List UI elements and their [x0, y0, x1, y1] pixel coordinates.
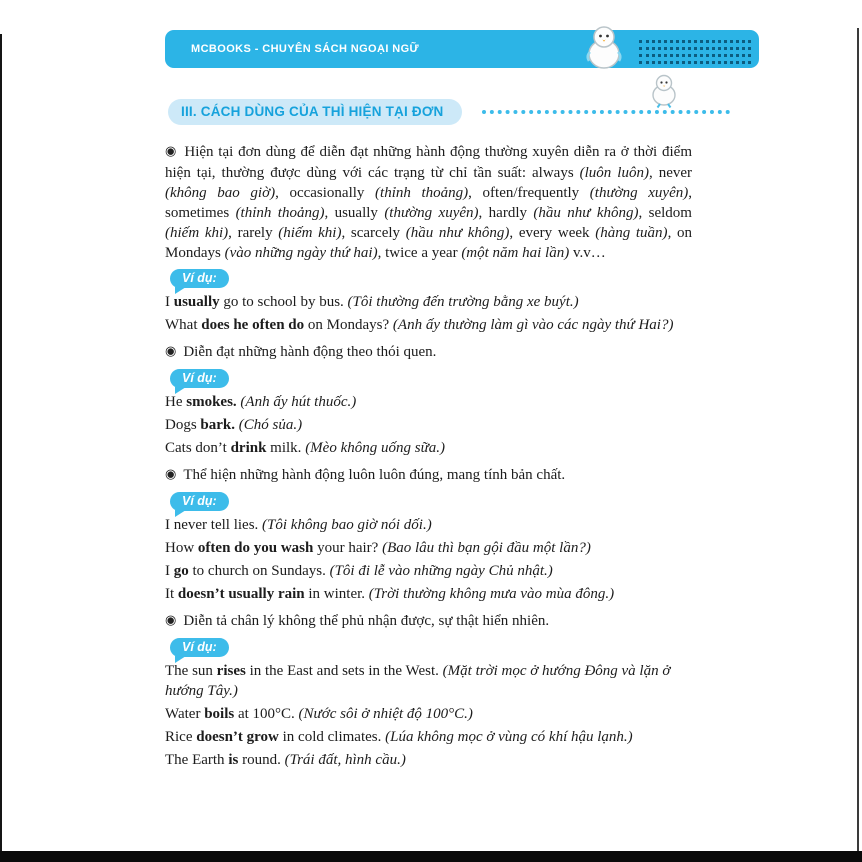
scan-edge-bottom	[0, 851, 862, 862]
plain-text: in the East and sets in the West.	[245, 663, 443, 679]
translation-text: (Trời thường không mưa vào mùa đông.)	[368, 586, 615, 602]
plain-text: , seldom	[638, 205, 692, 221]
example-label-row	[165, 369, 692, 388]
bullet-icon: ◉	[165, 144, 178, 159]
translation-text: (Tôi đi lễ vào những ngày Chủ nhật.)	[329, 563, 553, 579]
example-sentence	[165, 315, 692, 335]
example-sentence	[165, 661, 692, 701]
plain-text: , usually	[324, 205, 385, 221]
plain-text: , on Mondays	[165, 225, 692, 261]
example-label-bubble: Ví dụ:	[170, 492, 229, 511]
plain-text: The Earth	[165, 752, 229, 768]
example-label-bubble: Ví dụ:	[170, 269, 229, 288]
translation-text: (thường xuyên)	[384, 205, 479, 221]
plain-text: , occasionally	[275, 185, 376, 201]
emphasis-text: does he often do	[201, 317, 305, 333]
plain-text: It	[165, 586, 178, 602]
plain-text: , scarcely	[341, 225, 406, 241]
scan-edge-right	[857, 28, 859, 862]
plain-text: Cats don’t	[165, 440, 231, 456]
diamond-dots-decoration	[482, 110, 730, 114]
translation-text: (hàng tuần)	[595, 225, 668, 241]
bullet-icon: ◉	[165, 344, 177, 359]
emphasis-text: go	[173, 563, 189, 579]
bullet-icon: ◉	[165, 613, 177, 628]
plain-text: at 100°C.	[234, 706, 299, 722]
example-label-bubble: Ví dụ:	[170, 638, 229, 657]
plain-text: , every week	[509, 225, 596, 241]
example-sentence	[165, 750, 692, 770]
example-sentence	[165, 415, 692, 435]
plain-text: Dogs	[165, 417, 201, 433]
plain-text: I	[165, 294, 174, 310]
section-heading	[168, 99, 788, 125]
plain-text: on Mondays?	[304, 317, 393, 333]
emphasis-text: is	[228, 752, 239, 768]
translation-text: (Lúa không mọc ở vùng có khí hậu lạnh.)	[385, 729, 633, 745]
bullet-icon: ◉	[165, 467, 177, 482]
bullet-paragraph	[165, 465, 692, 486]
plain-text: He	[165, 394, 187, 410]
emphasis-text: doesn’t usually rain	[177, 586, 305, 602]
translation-text: (một năm hai lần)	[461, 245, 570, 261]
emphasis-text: drink	[230, 440, 267, 456]
example-sentence	[165, 438, 692, 458]
translation-text: (hiếm khi)	[278, 225, 342, 241]
plain-text: , twice a year	[377, 245, 462, 261]
translation-text: (Mặt trời mọc ở hướng Đông và lặn ở hướng Tây.)	[165, 663, 671, 699]
plain-text: Hiện tại đơn dùng để diễn đạt những hành động thường xuyên diễn ra ở thời điểm hiện tại, thường được dùng với các trạng từ chỉ tần suất: always	[165, 144, 692, 181]
bullet-paragraph	[165, 342, 692, 363]
example-sentence	[165, 727, 692, 747]
plain-text: The sun	[165, 663, 217, 679]
translation-text: (thỉnh thoảng)	[375, 185, 469, 201]
translation-text: (hầu như không)	[405, 225, 510, 241]
translation-text: (thỉnh thoảng)	[235, 205, 325, 221]
plain-text: I	[165, 563, 174, 579]
bullet-paragraph	[165, 611, 692, 632]
plain-text: in cold climates.	[278, 729, 386, 745]
content-blocks	[165, 142, 692, 773]
example-sentence	[165, 292, 692, 312]
translation-text: (hiếm khi)	[165, 225, 229, 241]
emphasis-text: often do you wash	[197, 540, 314, 556]
translation-text: (thường xuyên)	[589, 185, 689, 201]
plain-text: go to school by bus.	[219, 294, 348, 310]
example-label-bubble: Ví dụ:	[170, 369, 229, 388]
plain-text: v.v…	[569, 245, 606, 261]
small-bird-icon	[646, 73, 682, 109]
brand-header-bar	[165, 30, 759, 68]
emphasis-text: bark.	[200, 417, 236, 433]
example-label-row	[165, 638, 692, 657]
brand-title: MCBOOKS - CHUYÊN SÁCH NGOẠI NGỮ	[191, 43, 420, 55]
example-label-row	[165, 492, 692, 511]
translation-text: (Nước sôi ở nhiệt độ 100°C.)	[298, 706, 473, 722]
translation-text: (không bao giờ)	[165, 185, 276, 201]
plain-text: , rarely	[228, 225, 279, 241]
plain-text: to church on Sundays.	[188, 563, 330, 579]
plain-text: , hardly	[478, 205, 534, 221]
translation-text: (Chó sủa.)	[238, 417, 303, 433]
translation-text: (Tôi không bao giờ nói dối.)	[262, 517, 432, 533]
plain-text: , sometimes	[165, 185, 692, 221]
example-sentence	[165, 392, 692, 412]
scan-edge-left	[0, 34, 2, 862]
plain-text: I never tell lies.	[165, 517, 263, 533]
translation-text: (Trái đất, hình cầu.)	[284, 752, 406, 768]
plain-text: milk.	[266, 440, 306, 456]
dotted-lines-decoration	[639, 36, 751, 68]
plain-text: Rice	[165, 729, 197, 745]
section-title: III. CÁCH DÙNG CỦA THÌ HIỆN TẠI ĐƠN	[168, 99, 462, 125]
plain-text: What	[165, 317, 202, 333]
plain-text: Diễn đạt những hành động theo thói quen.	[183, 344, 437, 360]
example-sentence	[165, 584, 692, 604]
bullet-paragraph	[165, 142, 692, 263]
plain-text: How	[165, 540, 198, 556]
emphasis-text: rises	[216, 663, 246, 679]
example-sentence	[165, 704, 692, 724]
plain-text: , often/frequently	[468, 185, 590, 201]
emphasis-text: doesn’t grow	[196, 729, 279, 745]
translation-text: (Bao lâu thì bạn gội đầu một lần?)	[382, 540, 591, 556]
plain-text: , never	[648, 165, 692, 181]
emphasis-text: smokes.	[186, 394, 237, 410]
translation-text: (luôn luôn)	[579, 165, 649, 181]
translation-text: (Anh ấy thường làm gì vào các ngày thứ Hai?)	[392, 317, 674, 333]
translation-text: (hầu như không)	[533, 205, 639, 221]
emphasis-text: boils	[204, 706, 235, 722]
example-sentence	[165, 538, 692, 558]
plain-text: Diễn tả chân lý không thể phủ nhận được, sự thật hiển nhiên.	[183, 613, 550, 629]
example-sentence	[165, 561, 692, 581]
plain-text: round.	[238, 752, 285, 768]
plain-text: Water	[165, 706, 205, 722]
translation-text: (Anh ấy hút thuốc.)	[240, 394, 357, 410]
example-sentence	[165, 515, 692, 535]
emphasis-text: usually	[173, 294, 220, 310]
plain-text: Thể hiện những hành động luôn luôn đúng, mang tính bản chất.	[183, 467, 566, 483]
translation-text: (Tôi thường đến trường bằng xe buýt.)	[347, 294, 579, 310]
translation-text: (vào những ngày thứ hai)	[224, 245, 378, 261]
plain-text: in winter.	[304, 586, 369, 602]
translation-text: (Mèo không uống sữa.)	[305, 440, 446, 456]
plain-text: your hair?	[313, 540, 383, 556]
mascot-bird-icon	[581, 23, 627, 71]
example-label-row	[165, 269, 692, 288]
